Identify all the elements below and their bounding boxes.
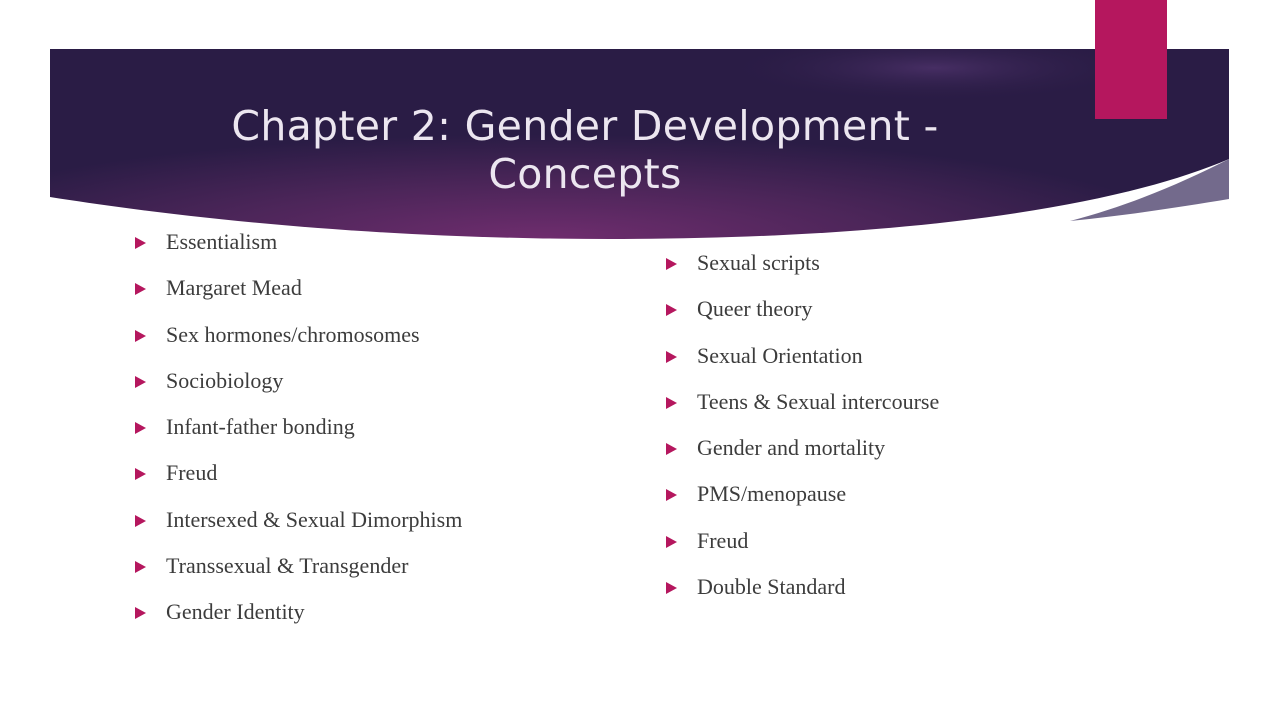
triangle-right-icon [666,258,677,270]
list-item-text: Intersexed & Sexual Dimorphism [166,506,463,532]
list-item-text: Sexual Orientation [697,342,863,368]
list-item [663,389,939,435]
list-item [132,368,462,414]
slide-title: Chapter 2: Gender Development - Concepts [231,102,939,198]
triangle-right-icon [135,515,146,527]
triangle-right-icon [666,397,677,409]
list-item [132,229,462,275]
list-item-text: Sociobiology [166,367,284,393]
triangle-right-icon [135,422,146,434]
list-item [663,528,939,574]
triangle-right-icon [135,330,146,342]
list-item [132,414,462,460]
list-item [132,460,462,506]
list-item [132,553,462,599]
triangle-right-icon [666,536,677,548]
list-item [663,574,939,620]
triangle-right-icon [666,304,677,316]
list-item-text: Gender and mortality [697,435,886,461]
triangle-right-icon [135,561,146,573]
accent-tab [1095,0,1167,119]
list-item [663,343,939,389]
list-item-text: Gender Identity [166,599,305,625]
list-item-text: Freud [166,460,218,486]
triangle-right-icon [135,468,146,480]
list-item [132,275,462,321]
list-item [663,481,939,527]
list-item-text: Queer theory [697,296,813,322]
list-item-text: Transsexual & Transgender [166,553,409,579]
list-item-text: Sex hormones/chromosomes [166,321,420,347]
list-item-text: Freud [697,527,749,553]
triangle-right-icon [666,351,677,363]
list-item [132,507,462,553]
list-item-text: Margaret Mead [166,275,302,301]
list-item [663,296,939,342]
list-item [132,322,462,368]
triangle-right-icon [135,283,146,295]
triangle-right-icon [666,582,677,594]
list-item-text: Sexual scripts [697,250,820,275]
list-item-text: Double Standard [697,574,846,600]
list-item [132,599,462,645]
left-bullet-list [132,229,462,646]
triangle-right-icon [666,443,677,455]
triangle-right-icon [135,376,146,388]
list-item-text: PMS/menopause [697,481,847,507]
list-item [663,250,939,296]
triangle-right-icon [135,237,146,249]
right-bullet-list [663,250,939,620]
triangle-right-icon [135,607,146,619]
list-item-text: Teens & Sexual intercourse [697,388,940,414]
list-item [663,435,939,481]
triangle-right-icon [666,489,677,501]
list-item-text: Essentialism [166,229,278,254]
list-item-text: Infant-father bonding [166,414,355,440]
